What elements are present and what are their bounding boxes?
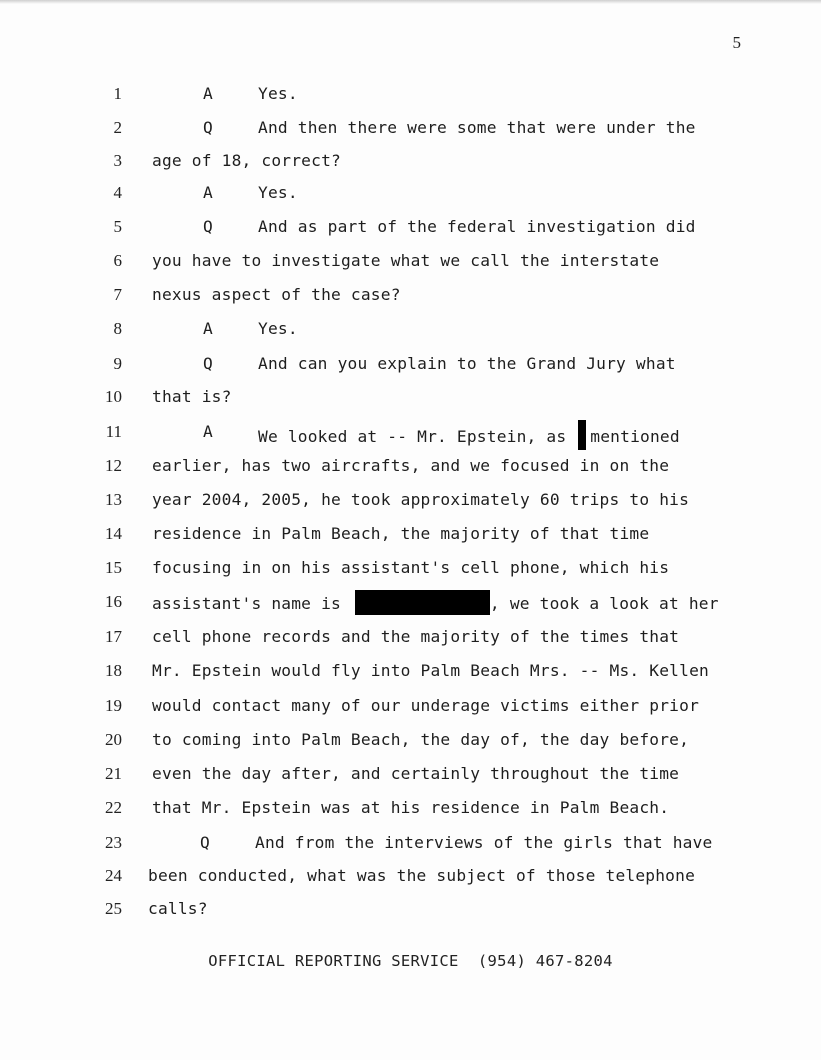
- line-text: you have to investigate what we call the interstate: [152, 251, 660, 270]
- line-number: 3: [113, 151, 122, 170]
- transcript-line-19: [0, 694, 821, 718]
- line-number: 10: [105, 387, 122, 406]
- page-footer: [0, 952, 821, 970]
- speaker-label: Q: [203, 354, 213, 373]
- transcript-line-11: [0, 420, 821, 444]
- speaker-label: Q: [203, 118, 213, 137]
- line-number: 23: [105, 833, 122, 852]
- transcript-line-20: [0, 728, 821, 752]
- redaction-block: [578, 420, 586, 450]
- speaker-label: Q: [203, 217, 213, 236]
- line-text-before: We looked at -- Mr. Epstein, as: [258, 427, 567, 446]
- line-text: Yes.: [258, 183, 298, 202]
- transcript-line-14: [0, 522, 821, 546]
- line-number: 7: [113, 285, 122, 304]
- transcript-line-13: [0, 488, 821, 512]
- line-number: 24: [105, 866, 122, 885]
- line-number: 9: [113, 354, 122, 373]
- line-number: 1: [113, 84, 122, 103]
- transcript-line-6: [0, 249, 821, 273]
- speaker-label: A: [203, 183, 213, 202]
- transcript-line-2: [0, 116, 821, 140]
- line-text: been conducted, what was the subject of those telephone: [148, 866, 696, 885]
- line-text: [258, 420, 680, 450]
- transcript-line-17: [0, 625, 821, 649]
- reporting-service-name: OFFICIAL REPORTING SERVICE: [208, 952, 459, 970]
- line-number: 19: [105, 696, 122, 715]
- line-text: Yes.: [258, 84, 298, 103]
- transcript-line-7: [0, 283, 821, 307]
- line-number: 12: [105, 456, 122, 475]
- transcript-line-16: [0, 590, 821, 614]
- line-number: 11: [105, 422, 122, 441]
- transcript-line-9: [0, 352, 821, 376]
- page-number: 5: [732, 33, 741, 52]
- line-text: Mr. Epstein would fly into Palm Beach Mrs. -- Ms. Kellen: [152, 661, 709, 680]
- redaction-block: [355, 590, 490, 615]
- transcript-line-4: [0, 181, 821, 205]
- transcript-line-23: [0, 831, 821, 855]
- line-text: [152, 590, 719, 616]
- line-number: 13: [105, 490, 122, 509]
- line-text: And as part of the federal investigation did: [258, 217, 696, 236]
- line-text-after: , we took a look at her: [489, 594, 719, 613]
- speaker-label: A: [203, 422, 213, 441]
- speaker-label: Q: [200, 833, 210, 852]
- line-number: 15: [105, 558, 122, 577]
- line-number: 8: [113, 319, 122, 338]
- transcript-line-22: [0, 796, 821, 820]
- transcript-line-12: [0, 454, 821, 478]
- transcript-line-1: [0, 82, 821, 106]
- line-number: 20: [105, 730, 122, 749]
- line-text: And can you explain to the Grand Jury what: [258, 354, 676, 373]
- line-text: year 2004, 2005, he took approximately 60 trips to his: [152, 490, 690, 509]
- transcript-line-5: [0, 215, 821, 239]
- line-text: And from the interviews of the girls that have: [255, 833, 713, 852]
- line-text: to coming into Palm Beach, the day of, the day before,: [152, 730, 690, 749]
- line-text: that Mr. Epstein was at his residence in Palm Beach.: [152, 798, 670, 817]
- line-number: 5: [113, 217, 122, 236]
- line-number: 6: [113, 251, 122, 270]
- line-text: calls?: [148, 899, 208, 918]
- transcript-line-24: [0, 864, 821, 888]
- line-text: nexus aspect of the case?: [152, 285, 401, 304]
- line-text: focusing in on his assistant's cell phone, which his: [152, 558, 670, 577]
- line-text: cell phone records and the majority of the times that: [152, 627, 680, 646]
- line-text: residence in Palm Beach, the majority of that time: [152, 524, 650, 543]
- line-text: would contact many of our underage victims either prior: [152, 696, 700, 715]
- line-text: Yes.: [258, 319, 298, 338]
- line-text-after: mentioned: [590, 427, 680, 446]
- line-number: 14: [105, 524, 122, 543]
- line-number: 25: [105, 899, 122, 918]
- line-text: And then there were some that were under the: [258, 118, 696, 137]
- line-text-before: assistant's name is: [152, 594, 341, 613]
- line-number: 16: [105, 592, 122, 611]
- line-text: age of 18, correct?: [152, 151, 341, 170]
- transcript-line-8: [0, 317, 821, 341]
- line-number: 21: [105, 764, 122, 783]
- line-text: earlier, has two aircrafts, and we focused in on the: [152, 456, 670, 475]
- transcript-line-18: [0, 659, 821, 683]
- line-number: 4: [113, 183, 122, 202]
- scan-top-edge: [0, 0, 821, 4]
- transcript-line-25: [0, 897, 821, 921]
- line-number: 22: [105, 798, 122, 817]
- transcript-line-15: [0, 556, 821, 580]
- line-text: that is?: [152, 387, 232, 406]
- line-number: 2: [113, 118, 122, 137]
- line-text: even the day after, and certainly throughout the time: [152, 764, 680, 783]
- transcript-line-21: [0, 762, 821, 786]
- transcript-line-3: [0, 149, 821, 173]
- line-number: 18: [105, 661, 122, 680]
- speaker-label: A: [203, 319, 213, 338]
- transcript-line-10: [0, 385, 821, 409]
- speaker-label: A: [203, 84, 213, 103]
- reporting-service-phone: (954) 467-8204: [477, 952, 613, 970]
- line-number: 17: [105, 627, 122, 646]
